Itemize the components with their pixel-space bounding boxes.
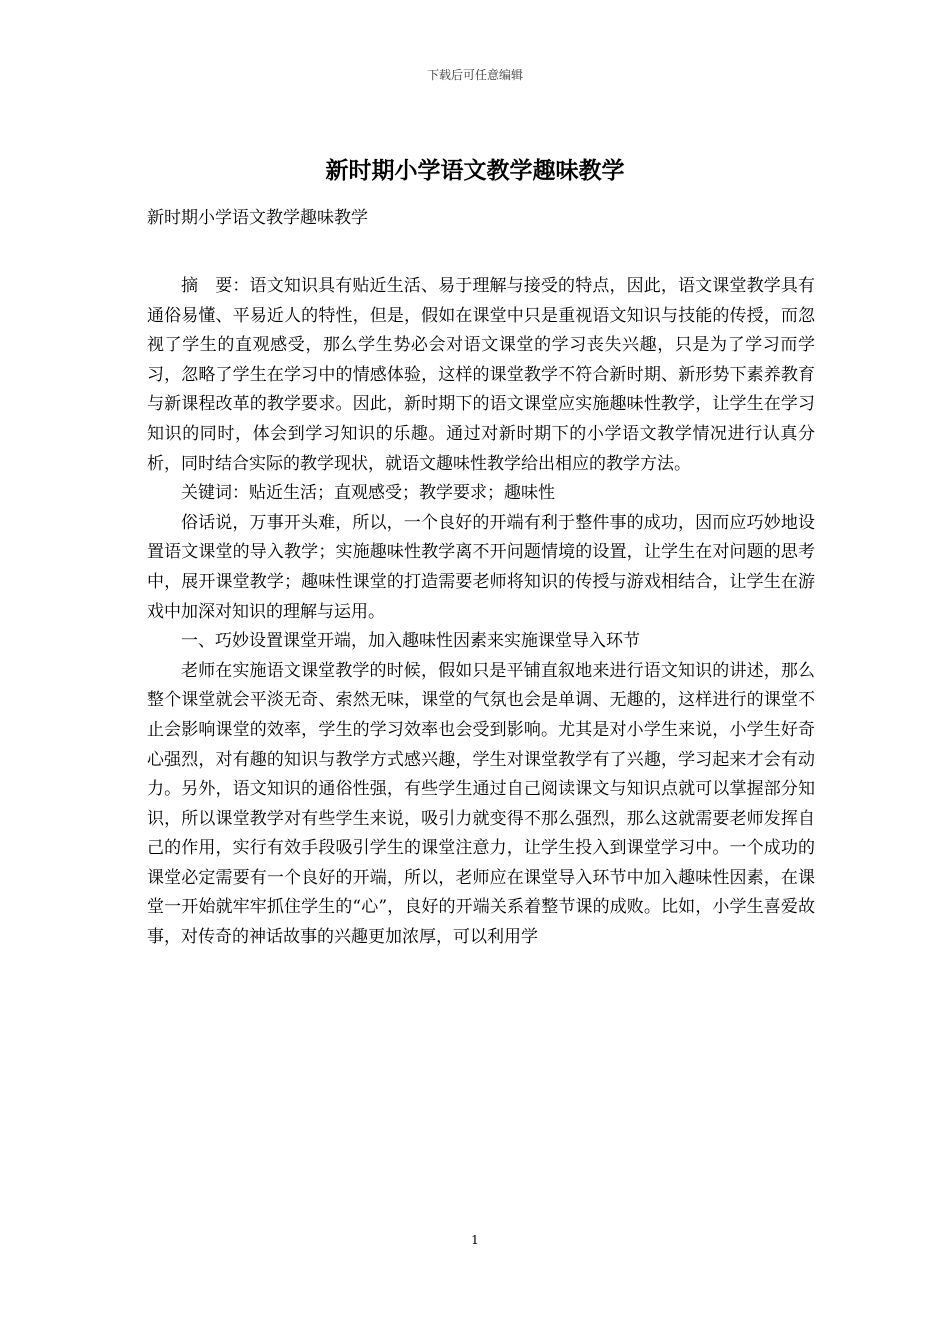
- body-paragraph: 老师在实施语文课堂教学的时候，假如只是平铺直叙地来进行语文知识的讲述，那么整个课堂就会平淡无奇、索然无味，课堂的气氛也会是单调、无趣的，这样进行的课堂不止会影响课堂的效率，学生的学习效率也会受到影响。尤其是对小学生来说，小学生好奇心强烈，对有趣的知识与教学方式感兴趣，学生对课堂教学有了兴趣，学习起来才会有动力。另外，语文知识的通俗性强，有些学生通过自己阅读课文与知识点就可以掌握部分知识，所以课堂教学对有些学生来说，吸引力就变得不那么强烈，那么这就需要老师发挥自己的作用，实行有效手段吸引学生的课堂注意力，让学生投入到课堂学习中。一个成功的课堂必定需要有一个良好的开端，所以，老师应在课堂导入环节中加入趣味性因素，在课堂一开始就牢牢抓住学生的“心”，良好的开端关系着整节课的成败。比如，小学生喜爱故事，对传奇的神话故事的兴趣更加浓厚，可以利用学: [147, 660, 815, 948]
- abstract-paragraph: 摘 要：语文知识具有贴近生活、易于理解与接受的特点，因此，语文课堂教学具有通俗易懂、平易近人的特性，但是，假如在课堂中只是重视语文知识与技能的传授，而忽视了学生的直观感受，那么学生势必会对语文课堂的学习丧失兴趣，只是为了学习而学习，忽略了学生在学习中的情感体验，这样的课堂教学不符合新时期、新形势下素养教育与新课程改革的教学要求。因此，新时期下的语文课堂应实施趣味性教学，让学生在学习知识的同时，体会到学习知识的乐趣。通过对新时期下的小学语文教学情况进行认真分析，同时结合实际的教学现状，就语文趣味性教学给出相应的教学方法。: [147, 276, 815, 474]
- page-header-note: 下载后可任意编辑: [426, 68, 523, 82]
- document-title: 新时期小学语文教学趣味教学: [325, 157, 625, 184]
- document-body: [147, 272, 815, 953]
- intro-paragraph: 俗话说，万事开头难，所以，一个良好的开端有利于整件事的成功，因而应巧妙地设置语文课堂的导入教学；实施趣味性教学离不开问题情境的设置，让学生在对问题的思考中，展开课堂教学；趣味性课堂的打造需要老师将知识的传授与游戏相结合，让学生在游戏中加深对知识的理解与运用。: [147, 512, 815, 622]
- keywords-paragraph: 关键词：贴近生活；直观感受；教学要求；趣味性: [181, 483, 555, 504]
- section-heading: 一、巧妙设置课堂开端，加入趣味性因素来实施课堂导入环节: [181, 631, 640, 652]
- document-subtitle: 新时期小学语文教学趣味教学: [147, 208, 368, 228]
- page-number: 1: [471, 1233, 479, 1247]
